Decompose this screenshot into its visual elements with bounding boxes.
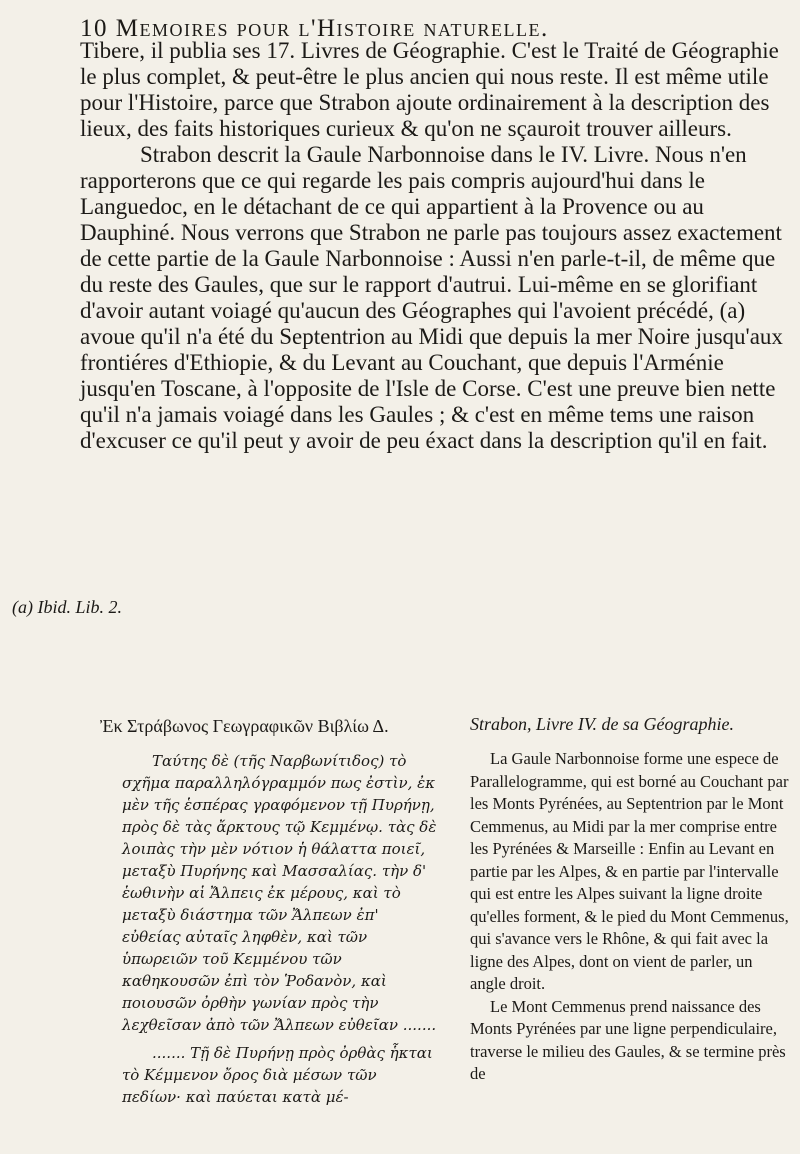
greek-paragraph-2: ....... Τῇ δὲ Πυρήνῃ πρὸς ὀρθὰς ἧκται τὸ Κέμμενον ὄρος διὰ μέσων τῶν πεδίων· καὶ παύεται κατὰ μέ- <box>122 1044 433 1106</box>
paragraph-1: Tibere, il publia ses 17. Livres de Géographie. C'est le Traité de Géographie le plus complet, & peut-être le plus ancien qui nous reste. Il est même utile pour l'Histoire, parce que Strabon ajoute ordinairement à la description des lieux, des faits historiques curieux & qu'on ne sçauroit trouver ailleurs. <box>80 38 779 141</box>
french-heading: Strabon, Livre IV. de sa Géographie. <box>470 714 734 734</box>
french-paragraph-2: Le Mont Cemmenus prend naissance des Monts Pyrénées par une ligne perpendiculaire, traverse le milieu des Gaules, & se termine près de <box>470 996 786 1083</box>
margin-note: (a) Ibid. Lib. 2. <box>12 597 122 617</box>
greek-heading: Ἐκ Στράβωνος Γεωγραφικῶν Βιβλίω Δ. <box>100 716 389 736</box>
running-header: 10 Memoires pour l'Histoire naturelle. <box>80 15 549 42</box>
main-text <box>80 38 790 454</box>
greek-paragraph-1: Ταύτης δὲ (τῆς Ναρβωνίτιδος) τὸ σχῆμα παραλληλόγραμμόν πως ἐστὶν, ἐκ μὲν τῆς ἑσπέρας γραφόμενον τῇ Πυρήνῃ, πρὸς δὲ τὰς ἄρκτους τῷ Κεμμένῳ. τὰς δὲ λοιπὰς τὴν μὲν νότιον ἡ θάλαττα ποιεῖ, μεταξὺ Πυρήνης καὶ Μασσαλίας. τὴν δ' ἑωθινὴν αἱ Ἄλπεις ἐκ μέρους, καὶ τὸ μεταξὺ διάστημα τῶν Ἄλπεων ἐπ' εὐθείας αὐταῖς ληφθὲν, καὶ τῶν ὑπωρειῶν τοῦ Κεμμένου τῶν καθηκουσῶν ἐπὶ τὸν Ῥοδανὸν, καὶ ποιουσῶν ὀρθὴν γωνίαν πρὸς τὴν λεχθεῖσαν ἀπὸ τῶν Ἄλπεων εὐθεῖαν ....... <box>122 752 437 1034</box>
greek-column <box>122 750 440 1108</box>
french-paragraph-1: La Gaule Narbonnoise forme une espece de Parallelogramme, qui est borné au Couchant par les Monts Pyrénées, au Septentrion par le Mont Cemmenus, au Midi par la mer comprise entre les Pyrénées & Marseille : Enfin au Levant en partie par les Alpes, & en partie par l'intervalle qui est entre les Alpes suivant la ligne droite qu'elles forment, & le pied du Mont Cemmenus, qui s'avance vers le Rhône, & qui fait avec la ligne des Alpes, dont on vient de parler, un angle droit. <box>470 749 789 993</box>
paragraph-2: Strabon descrit la Gaule Narbonnoise dans le IV. Livre. Nous n'en rapporterons que ce qui regarde les pais compris aujourd'hui dans le Languedoc, en le détachant de ce qui appartient à la Provence ou au Dauphiné. Nous verrons que Strabon ne parle pas toujours assez exactement de cette partie de la Gaule Narbonnoise : Aussi n'en parle-t-il, de même que du reste des Gaules, que sur le rapport d'autrui. Lui-même en se glorifiant d'avoir autant voiagé qu'aucun des Géographes qui l'avoient précédé, (a) avoue qu'il n'a été du Septentrion au Midi que depuis la mer Noire jusqu'aux frontiéres d'Ethiopie, & du Levant au Couchant, que depuis l'Arménie jusqu'en Toscane, à l'opposite de l'Isle de Corse. C'est une preuve bien nette qu'il n'a jamais voiagé dans les Gaules ; & c'est en même tems une raison d'excuser ce qu'il peut y avoir de peu éxact dans la description qu'il en fait. <box>80 142 783 453</box>
french-column <box>470 748 790 1086</box>
